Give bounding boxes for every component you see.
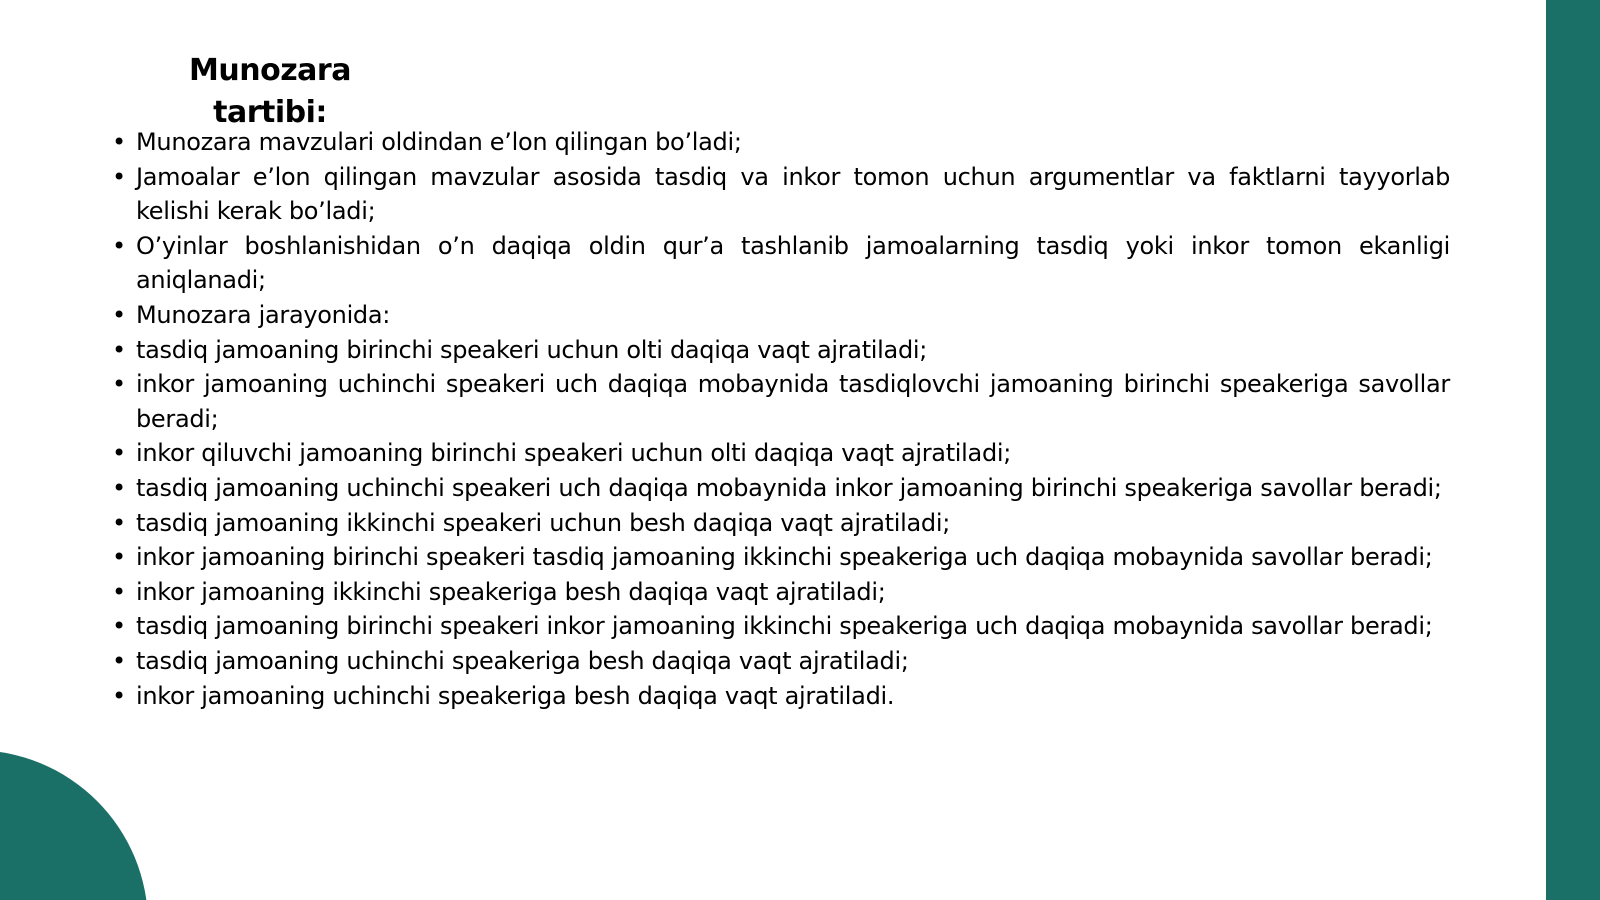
bullet-icon: • (112, 300, 126, 329)
slide-title-line1: Munozara (189, 53, 351, 88)
rule-item (112, 506, 1450, 541)
rule-item (112, 609, 1450, 644)
rule-item (112, 575, 1450, 610)
rule-text: tasdiq jamoaning birinchi speakeri uchun olti daqiqa vaqt ajratiladi; (136, 335, 928, 364)
bullet-icon: • (112, 473, 126, 502)
corner-accent-circle (0, 750, 148, 900)
rule-text: inkor jamoaning uchinchi speakeriga besh daqiqa vaqt ajratiladi. (136, 681, 895, 710)
rules-list (112, 125, 1450, 713)
rule-text: inkor jamoaning ikkinchi speakeriga besh daqiqa vaqt ajratiladi; (136, 577, 886, 606)
rule-item (112, 367, 1450, 436)
bullet-icon: • (112, 543, 126, 572)
right-accent-band (1546, 0, 1600, 900)
bullet-icon: • (112, 612, 126, 641)
bullet-icon: • (112, 370, 126, 399)
bullet-icon: • (112, 162, 126, 191)
rule-text: tasdiq jamoaning ikkinchi speakeri uchun besh daqiqa vaqt ajratiladi; (136, 508, 951, 537)
bullet-icon: • (112, 231, 126, 260)
bullet-icon: • (112, 681, 126, 710)
bullet-icon: • (112, 439, 126, 468)
rule-text: inkor jamoaning birinchi speakeri tasdiq jamoaning ikkinchi speakeriga uch daqiqa mobaynida savollar beradi; (136, 543, 1433, 572)
rule-text: Munozara jarayonida: (136, 300, 391, 329)
rule-item (112, 298, 1450, 333)
bullet-icon: • (112, 646, 126, 675)
rule-text: tasdiq jamoaning uchinchi speakeriga besh daqiqa vaqt ajratiladi; (136, 646, 909, 675)
bullet-icon: • (112, 128, 126, 156)
rule-text: inkor jamoaning uchinchi speakeri uch daqiqa mobaynida tasdiqlovchi jamoaning birinchi speakeriga savollar beradi; (136, 370, 1450, 433)
rule-item (112, 471, 1450, 506)
rule-item (112, 540, 1450, 575)
bullet-icon: • (112, 335, 126, 364)
bullet-icon: • (112, 577, 126, 606)
rule-text: tasdiq jamoaning uchinchi speakeri uch daqiqa mobaynida inkor jamoaning birinchi speakeriga savollar beradi; (136, 473, 1442, 502)
bullet-icon: • (112, 508, 126, 537)
rule-item (112, 160, 1450, 229)
rule-item (112, 229, 1450, 298)
rule-text: O’yinlar boshlanishidan o’n daqiqa oldin qur’a tashlanib jamoalarning tasdiq yoki inkor tomon ekanligi aniqlanadi; (136, 231, 1450, 295)
rule-item (112, 125, 1450, 160)
rule-text: Munozara mavzulari oldindan e’lon qilingan bo’ladi; (136, 128, 742, 156)
rule-text: inkor qiluvchi jamoaning birinchi speakeri uchun olti daqiqa vaqt ajratiladi; (136, 439, 1012, 468)
slide-title-line2: tartibi: (213, 95, 327, 130)
rule-item (112, 333, 1450, 368)
rule-item (112, 644, 1450, 679)
rule-text: tasdiq jamoaning birinchi speakeri inkor jamoaning ikkinchi speakeriga uch daqiqa mobaynida savollar beradi; (136, 612, 1433, 641)
rule-text: Jamoalar e’lon qilingan mavzular asosida tasdiq va inkor tomon uchun argumentlar va faktlarni tayyorlab kelishi kerak bo’ladi; (136, 162, 1450, 226)
rule-item (112, 679, 1450, 714)
rule-item (112, 436, 1450, 471)
slide-title (160, 50, 380, 134)
